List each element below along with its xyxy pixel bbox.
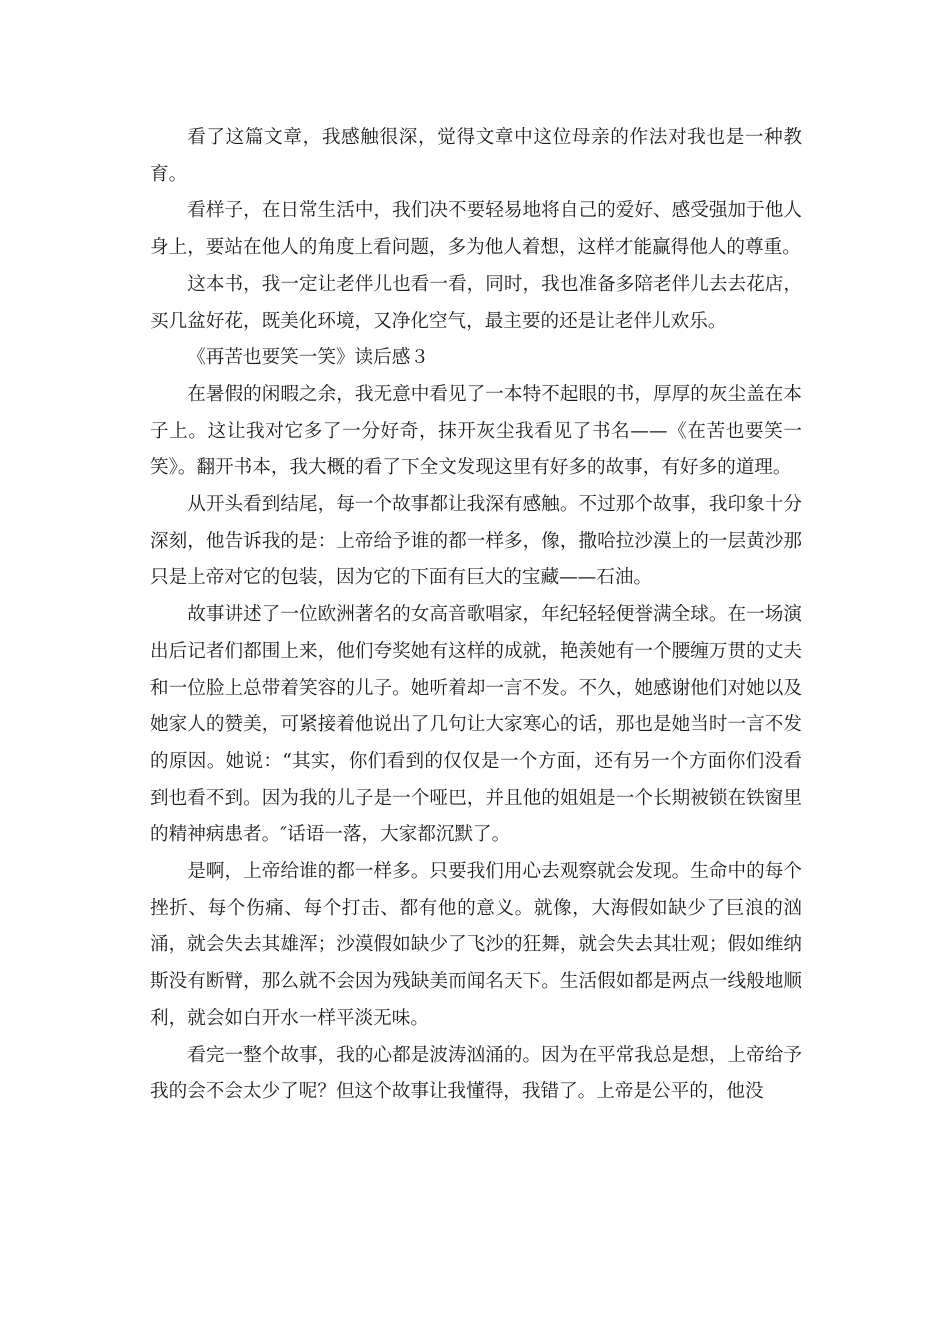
paragraph: 看样子，在日常生活中，我们决不要轻易地将自己的爱好、感受强加于他人身上，要站在他人的角度上看问题，多为他人着想，这样才能赢得他人的尊重。 — [150, 200, 802, 259]
paragraph: 是啊，上帝给谁的都一样多。只要我们用心去观察就会发现。生命中的每个挫折、每个伤痛、每个打击、都有他的意义。就像，大海假如缺少了巨浪的汹涌，就会失去其雄浑；沙漠假如缺少了飞沙的狂舞，就会失去其壮观；假如维纳斯没有断臂，那么就不会因为残缺美而闻名天下。生活假如都是两点一线般地顺利，就会如白开水一样平淡无味。 — [150, 861, 802, 1029]
paragraph: 看了这篇文章，我感触很深，觉得文章中这位母亲的作法对我也是一种教育。 — [150, 127, 802, 185]
paragraph: 这本书，我一定让老伴儿也看一看，同时，我也准备多陪老伴儿去去花店，买几盆好花，既美化环境，又净化空气，最主要的还是让老伴儿欢乐。 — [150, 273, 802, 332]
paragraph: 故事讲述了一位欧洲著名的女高音歌唱家，年纪轻轻便誉满全球。在一场演出后记者们都围上来，他们夸奖她有这样的成就，艳羡她有一个腰缠万贯的丈夫和一位脸上总带着笑容的儿子。她听着却一言不发。不久，她感谢他们对她以及她家人的赞美，可紧接着他说出了几句让大家寒心的话，那也是她当时一言不发的原因。她说：“其实，你们看到的仅仅是一个方面，还有另一个方面你们没看到也看不到。因为我的儿子是一个哑巴，并且他的姐姐是一个长期被锁在铁窗里的精神病患者。″话语一落，大家都沉默了。 — [150, 604, 802, 846]
section-heading: 《再苦也要笑一笑》读后感３ — [187, 347, 429, 369]
document-body — [150, 120, 802, 1111]
paragraph: 在暑假的闲暇之余，我无意中看见了一本特不起眼的书，厚厚的灰尘盖在本子上。这让我对它多了一分好奇，抹开灰尘我看见了书名——《在苦也要笑一笑》。翻开书本，我大概的看了下全文发现这里有好多的故事，有好多的道理。 — [150, 383, 802, 479]
paragraph: 看完一整个故事，我的心都是波涛汹涌的。因为在平常我总是想，上帝给予我的会不会太少了呢？但这个故事让我懂得，我错了。上帝是公平的，他没 — [150, 1044, 802, 1103]
paragraph: 从开头看到结尾，每一个故事都让我深有感触。不过那个故事，我印象十分深刻，他告诉我的是：上帝给予谁的都一样多，像，撒哈拉沙漠上的一层黄沙那只是上帝对它的包装，因为它的下面有巨大的宝藏——石油。 — [150, 494, 802, 589]
